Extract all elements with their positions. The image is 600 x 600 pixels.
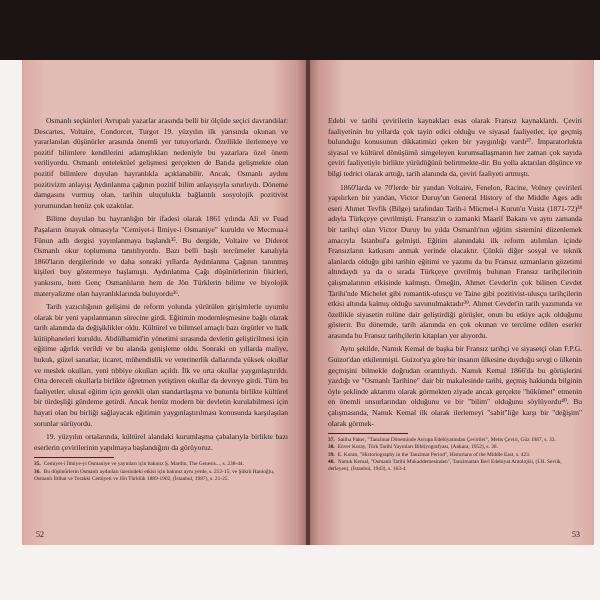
- paragraph: 1860'larda ve 70'lerde bir yandan Voltaire, Fenelon, Racine, Volney çevirileri yapılırken bir yandan, Victor Duruy'un General History of the Middle Ages adlı eseri Ahmet Tevfik (Bilge) tarafından Tarih-i Mücmel-i Kurun'u Vusta (1871-72)³⁸ adıyla Türkçeye çevrilmişti. Fransız'ın o zamanki Maarif Bakanı ve aynı zamanda bir tarihçi olan Victor Duruy bu yılda Osmanlı'nın eğitim sistemini düzenlemek amacıyla İstanbul'a gelmişti. Eğitim alanındaki ilk reform atılımları içinde Fransızların katkısını anmak yerinde olacaktır. Çünkü diğer sosyal ve teknik alanlarda olduğu gibi tarihin eğitimi ve yazımı da bu Fransız uzmanların gözetimi altındaydı ya da o sırada Türkçeye çevrilmiş bulunan Fransız tarihçilerinin çalışmalarının etkisinde kalmıştı. Örneğin, Ahmet Cevdet'in çok bilinen Cevdet Tarihi'nde Michelet gibi romantik-ulusçu ve Taine gibi pozitivist-ulusçu tarihçilerin etkisi altında kalmış olduğu savunulmaktadır³⁹. Ahmet Cevdet'in tarih yazımında ve özellikle siyasetin rolüne dair geliştirdiği görüşler, onun bu etkiye açık olduğunu gösterir. Bu dönemde, tarih alanında en çok okunan ve tercüme edilen eserler arasında bu Fransız tarihçilerin kitapları yer alıyordu.: [328, 182, 582, 340]
- paragraph: Bilime duyulan bu hayranlığın bir ifadesi olarak 1861 yılında Ali ve Fuad Paşaların önayak olmasıyla "Cemiyet-i İlmiye-i Osmaniye" kuruldu ve Mecmua-i Fünun adlı dergisi yayınlanmaya başlandı³⁵. Bu dergide, Voltaire ve Diderot Osmanlı okur toplumuna tanıtılıyordu. Bazı belli başlı tercümeler kanalıyla 1860'ların dergilerinde ve daha sonraki yıllarda Aydınlanma Çağının tanınmış kişileri boy göstermeye başlamıştı. Aydınlanma Çağı düşünürlerinin fikirleri, yankısını, hem Genç Osmanlıların hem de Jön Türklerin bilime ve biyolojik materyalizme olan hayranlıklarında buluyordu³⁶.: [34, 214, 288, 298]
- page-number: 52: [36, 530, 44, 539]
- footnote-number: 40.: [328, 458, 335, 465]
- footnote-text: Bu düşünürlerin Osmanlı aydınları üzerindeki etkisi için bakınız aynı yerde, s. 212-15; ve Şükrü Hanioğlu, Osmanlı İttihat ve Terakki Cemiyeti ve Jön Türklük 1889-1902, (İstanbul, 1987), s. 21-25.: [34, 468, 275, 482]
- footnote-text: Saliha Paker, "Tanzimat Döneminde Avrupa Edebiyatından Çeviriler", Metis Çeviri, Güz 1987, s. 33.: [337, 437, 556, 444]
- paragraph: Tarih yazıcılığının gelişimi de reform yolunda yürütülen girişimlerle uyumlu olarak bir yeni yapılanmanın sürecine girdi. Eğitimin modernleşmesine bağlı olarak tarih alanında da değişiklikler oldu. Kültürel ve bilimsel amaçlı bazı örgütler ve halk kütüphaneleri kuruldu. Abdülhamid'in yönetimi sırasında devletin geliştirilmesi için eğitime ağırlık verildi ve bu alanda genişleme oldu. Sonraki on yıllarda maliye, hukuk, güzel sanatlar, ticaret, mühendislik ve veterinerlik dallarında yüksek okullar ve meslek okulları, yeni tıbbiye okulları açıldı. İlk ve orta okullar yaygınlaştırıldı. Orta dereceli okullarla birlikte öğretmen yetiştiren okullar da devreye girdi. Tüm bu faaliyetler, ulusal eğitim için gerekli olan standartlaşma ve bununla birlikte kültürel bir türdeşliği gündeme getirdi. Ancak henüz modern bir devletin kurulabilmesi için hayati olan bu birliği sağlayacak eğitimin yaygınlaştırılması konusunda karşılaşılan sorunlar sürüyordu.: [34, 302, 288, 428]
- footnote: [34, 469, 288, 483]
- footnote-number: 37.: [328, 437, 335, 444]
- paragraph: Aynı şekilde, Namık Kemal de başka bir Fransız tarihçi ve siyasetçi olan F.P.G. Guizot'dan etkilenmişti. Guizot'ya göre bir insanın ülkesine duyduğu sevgi o ülkenin geçmişini bilmekle doğrudan orantılıydı. Namık Kemal 1866'da bu görüşlerini yazdığı ve "Osmanlı Tarihine" dair bir makalesinde tarihi, geçmiş hakkında bilginin öyle şeklinde aktarımı olarak görmekten ziyade ancak gerçekte "hükümet" etmenin en önemli unsurlarından olduğunu ve bir "bilim" olduğunu söylüyordu⁴⁰. Bu çalışmasında, Namık Kemal ilk olarak ilerlemeyi "sabit"liğe karşı bir "değişim" olarak görmek-: [328, 344, 582, 428]
- background-bottom: [0, 545, 600, 600]
- footnote: [328, 444, 582, 451]
- footnote: [328, 459, 582, 473]
- right-page: [310, 60, 594, 545]
- footnote-number: 39.: [328, 451, 335, 458]
- footnote-number: 36.: [34, 468, 41, 475]
- left-page: [22, 60, 306, 545]
- page-number: 53: [572, 530, 580, 539]
- footnote-text: Namık Kemal, "Osmanlı Tarihi Mukaddemesinden", Tanzimattan Beri Edebiyat Antolojisi, (İ.H. Sevük, derleyen), (İstanbul, 1943), s. 163-4.: [328, 458, 562, 473]
- paragraph: Osmanlı seçkinleri Avrupalı yazarlar arasında belli bir ölçüde seçici davrandılar: Descartes, Voltaire, Condorcet, Turgot 19. yüzyılın ilk yarısında okunan ve yararlanılan düşünürler arasında önemli yer tutuyorlardı. Özellikle ilerlemeye ve pozitif bilimlere kendilerini adamışlıkları nedeniyle bu yazarlara özel önem veriliyordu. Osmanlı entelektüel gelişmesi gerçekten de Batıda gelişmekte olan pozitif bilimlere duyulan hayranlıkla açıklanabilir. Ancak, Osmanlı aydını pozitivizm anlayışı Aydınlanma çağının pozitif bilim anlayışıyla sınırlıydı. Döneme damgasını vurmuş olan, tarihin uluçulukla bağlantılı sosyolojik pozitivist yorumundan henüz çok uzaktılar.: [34, 116, 288, 210]
- paragraph: 19. yüzyılın ortalarında, kültürel alandaki kurumlaşma çabalarıyla birlikte bazı eserlerin çevirilerinin yapılmaya başlandığını da görüyoruz.: [34, 432, 288, 452]
- right-footnotes: [328, 437, 582, 473]
- left-body-text: [34, 116, 288, 453]
- footnote: [34, 461, 288, 468]
- right-body-text: [328, 116, 582, 429]
- left-page-content: [34, 116, 288, 519]
- open-book: [22, 60, 594, 545]
- right-page-content: [328, 116, 582, 519]
- paragraph: Edebi ve tarihi çevirilerin kaynakları esas olarak Fransız kaynaklardı. Çeviri faaliyetinin bu yıllarda çok tayin edici olduğu ve siyasal faaliyetler, içe geçmiş bulunduğu konusunun dikkatimizi çeken bir yaygınlığı vardı³⁷. İmparatorlukta siyasal ve kültürel dönüşümü simgeleyen kurumsallaşmanın her zaman çok sayıda çeviri faaliyetiyle birlikte yürüdüğünü belirtmekte-dir. Bu yolla aktarılan düşünce ve bilgi tedrici olarak arttığı, tarih alanında da, çeviri faaliyeti artmıştı.: [328, 116, 582, 178]
- footnote-text: E. Kuran, "Historiography in the Tanzimat Period", Historians of the Middle East, s. 423.: [337, 451, 531, 458]
- left-footnotes: [34, 461, 288, 483]
- footnote-text: Enver Koray, Türk Tarihi Yayınları Bibliyografyası, (Ankara, 1952), s. 38.: [337, 444, 498, 451]
- footnote-text: Cemiyet-i İlmiye-yi Osmaniye ve yayınları için bakınız Ş. Mardin, The Genesis..., s. 238-44.: [43, 461, 244, 468]
- footnote-number: 38.: [328, 444, 335, 451]
- footnote-rule: [328, 433, 408, 434]
- footnote-rule: [34, 457, 114, 458]
- background-top: [0, 0, 600, 60]
- footnote-number: 35.: [34, 461, 41, 468]
- footnote: [328, 452, 582, 459]
